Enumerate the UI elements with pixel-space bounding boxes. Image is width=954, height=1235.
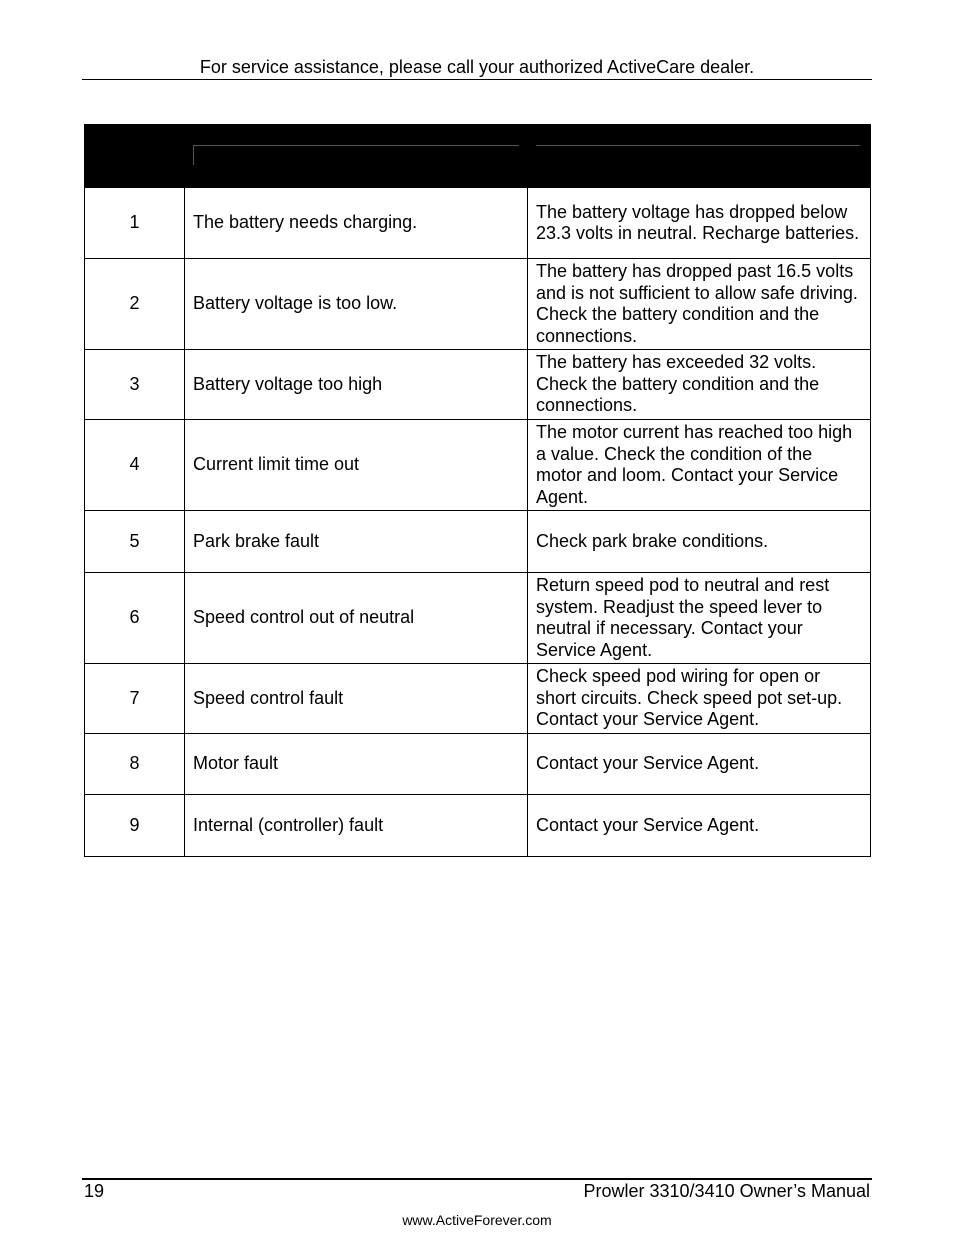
fault-number: 6 [85, 573, 185, 664]
fault-description: Battery voltage is too low. [185, 259, 528, 350]
fault-description: Current limit time out [185, 420, 528, 511]
table-row [85, 795, 871, 857]
header-cell-number [85, 125, 185, 188]
table-row [85, 259, 871, 350]
fault-action: The battery voltage has dropped below 23.3 volts in neutral. Recharge batteries. [528, 188, 871, 259]
table-row [85, 664, 871, 734]
fault-description: Battery voltage too high [185, 350, 528, 420]
table-row [85, 350, 871, 420]
table-row [85, 188, 871, 259]
fault-action: Check speed pod wiring for open or short circuits. Check speed pot set-up. Contact your Service Agent. [528, 664, 871, 734]
fault-description: Internal (controller) fault [185, 795, 528, 857]
fault-description: The battery needs charging. [185, 188, 528, 259]
header-underline [536, 145, 860, 146]
fault-description: Park brake fault [185, 511, 528, 573]
fault-description: Speed control fault [185, 664, 528, 734]
header-divider [82, 79, 872, 80]
page-header-text: For service assistance, please call your authorized ActiveCare dealer. [199, 57, 755, 77]
fault-action: Return speed pod to neutral and rest system. Readjust the speed lever to neutral if necessary. Contact your Service Agent. [528, 573, 871, 664]
page-number: 19 [84, 1181, 105, 1201]
manual-title: Prowler 3310/3410 Owner’s Manual [583, 1181, 870, 1201]
fault-action: Check park brake conditions. [528, 511, 871, 573]
footer-divider [82, 1178, 872, 1180]
fault-number: 9 [85, 795, 185, 857]
fault-number: 7 [85, 664, 185, 734]
fault-number: 8 [85, 734, 185, 795]
header-cell-action [528, 125, 871, 188]
table-row [85, 573, 871, 664]
fault-number: 2 [85, 259, 185, 350]
table-header-row [85, 125, 871, 188]
table-row [85, 511, 871, 573]
fault-description: Speed control out of neutral [185, 573, 528, 664]
fault-codes-table [84, 124, 871, 857]
header-underline [193, 145, 519, 146]
fault-action: Contact your Service Agent. [528, 795, 871, 857]
fault-action: Contact your Service Agent. [528, 734, 871, 795]
fault-action: The motor current has reached too high a value. Check the condition of the motor and loom. Contact your Service Agent. [528, 420, 871, 511]
fault-number: 3 [85, 350, 185, 420]
header-cell-fault [185, 125, 528, 188]
fault-description: Motor fault [185, 734, 528, 795]
header-tick [193, 145, 194, 165]
table-row [85, 734, 871, 795]
fault-action: The battery has exceeded 32 volts. Check the battery condition and the connections. [528, 350, 871, 420]
website-url: www.ActiveForever.com [402, 1212, 552, 1228]
fault-number: 1 [85, 188, 185, 259]
table-row [85, 420, 871, 511]
fault-action: The battery has dropped past 16.5 volts and is not sufficient to allow safe driving. Check the battery condition and the connections. [528, 259, 871, 350]
fault-number: 4 [85, 420, 185, 511]
fault-number: 5 [85, 511, 185, 573]
